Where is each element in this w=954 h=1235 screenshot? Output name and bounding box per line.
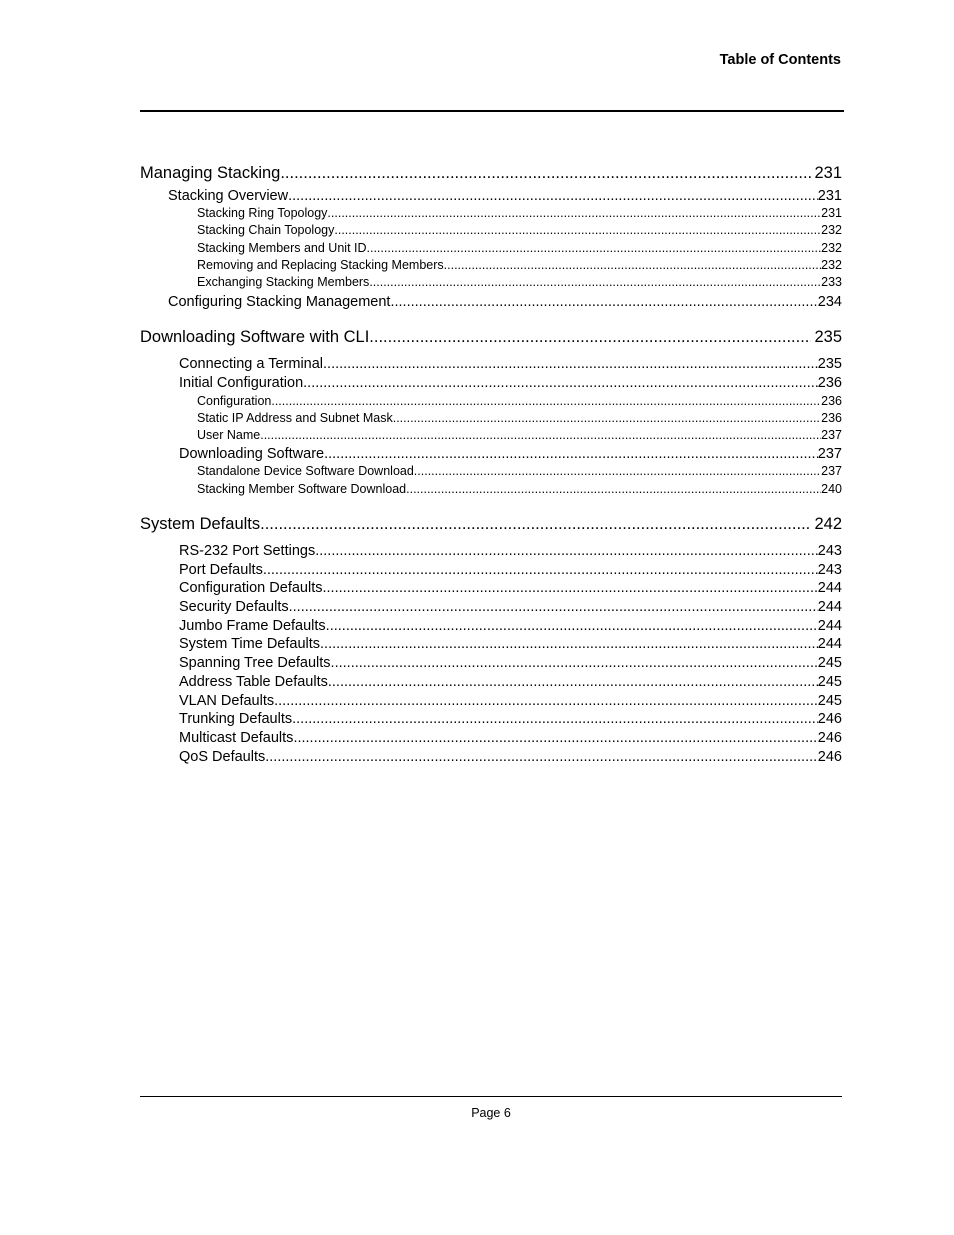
toc-entry-page: 235 (814, 328, 842, 347)
toc-entry-address-table-defaults[interactable] (140, 673, 842, 692)
toc-entry-page: 237 (821, 464, 842, 479)
toc-subentry-user-name[interactable] (140, 427, 842, 444)
toc-section-downloading-software-cli[interactable] (140, 324, 842, 351)
dot-leader (393, 410, 821, 427)
toc-entry-rs232-port-settings[interactable] (140, 542, 842, 561)
toc-entry-page: 236 (821, 411, 842, 426)
toc-subentry-stacking-chain-topology[interactable] (140, 222, 842, 239)
toc-entry-page: 245 (817, 692, 842, 709)
toc-entry-title: Stacking Chain Topology (197, 223, 335, 238)
toc-entry-configuration-defaults[interactable] (140, 579, 842, 598)
toc-entry-configuring-stacking-management[interactable] (140, 293, 842, 311)
dot-leader (263, 561, 818, 580)
table-of-contents (140, 160, 842, 766)
toc-entry-page: 246 (817, 748, 842, 765)
page-number: Page 6 (471, 1106, 511, 1120)
toc-entry-page: 231 (821, 206, 842, 220)
toc-entry-title: RS-232 Port Settings (179, 543, 316, 560)
toc-entry-page: 240 (821, 481, 842, 496)
toc-entry-title: Multicast Defaults (179, 729, 294, 746)
toc-entry-title: Connecting a Terminal (179, 356, 324, 373)
toc-entry-page: 244 (817, 636, 842, 653)
dot-leader (303, 374, 818, 393)
toc-entry-title: Downloading Software with CLI (140, 328, 370, 347)
toc-entry-title: Configuring Stacking Management (168, 294, 391, 311)
toc-entry-page: 236 (821, 393, 842, 408)
dot-leader (320, 635, 818, 654)
toc-section-managing-stacking[interactable] (140, 160, 842, 187)
toc-entry-page: 245 (817, 673, 842, 690)
toc-entry-port-defaults[interactable] (140, 561, 842, 580)
header-title: Table of Contents (719, 52, 841, 68)
toc-entry-page: 234 (817, 294, 842, 311)
toc-subentry-standalone-download[interactable] (140, 463, 842, 480)
toc-entry-title: Configuration (197, 393, 272, 408)
toc-entry-title: System Time Defaults (179, 636, 321, 653)
dot-leader (260, 427, 821, 444)
dot-leader (323, 355, 818, 374)
toc-subentry-static-ip-subnet[interactable] (140, 410, 842, 427)
toc-subentry-stacking-ring-topology[interactable] (140, 205, 842, 222)
dot-leader (390, 293, 817, 311)
toc-entry-page: 233 (821, 275, 842, 290)
toc-entry-title: Stacking Overview (168, 188, 289, 204)
toc-subentry-stacking-member-download[interactable] (140, 481, 842, 498)
header-divider (140, 110, 844, 112)
toc-entry-page: 246 (817, 711, 842, 728)
toc-entry-page: 231 (814, 164, 842, 182)
toc-entry-title: System Defaults (140, 515, 261, 534)
dot-leader (328, 673, 818, 692)
toc-entry-title: Downloading Software (179, 445, 325, 462)
toc-entry-title: Jumbo Frame Defaults (179, 617, 326, 634)
dot-leader (334, 222, 821, 239)
toc-entry-page: 244 (817, 617, 842, 634)
toc-entry-title: Initial Configuration (179, 375, 304, 392)
dot-leader (369, 324, 811, 351)
toc-entry-title: QoS Defaults (179, 748, 266, 765)
toc-entry-page: 237 (821, 428, 842, 443)
toc-entry-title: Removing and Replacing Stacking Members (197, 257, 444, 272)
toc-entry-title: Managing Stacking (140, 164, 281, 182)
toc-entry-page: 236 (817, 375, 842, 392)
dot-leader (288, 187, 818, 205)
toc-entry-initial-configuration[interactable] (140, 374, 842, 393)
toc-entry-multicast-defaults[interactable] (140, 729, 842, 748)
dot-leader (327, 205, 821, 222)
toc-entry-title: Stacking Members and Unit ID (197, 240, 367, 255)
toc-subentry-configuration[interactable] (140, 393, 842, 410)
dot-leader (315, 542, 818, 561)
toc-entry-qos-defaults[interactable] (140, 748, 842, 767)
toc-section-system-defaults[interactable] (140, 511, 842, 538)
dot-leader (289, 598, 818, 617)
toc-entry-title: Security Defaults (179, 599, 289, 616)
dot-leader (292, 710, 818, 729)
toc-entry-downloading-software[interactable] (140, 445, 842, 464)
toc-entry-title: Standalone Device Software Download (197, 464, 414, 479)
dot-leader (293, 729, 817, 748)
toc-entry-vlan-defaults[interactable] (140, 692, 842, 711)
toc-entry-page: 244 (817, 580, 842, 597)
dot-leader (406, 481, 821, 498)
dot-leader (265, 748, 818, 767)
dot-leader (444, 257, 821, 274)
toc-entry-connecting-terminal[interactable] (140, 355, 842, 374)
dot-leader (271, 393, 821, 410)
toc-entry-page: 237 (817, 445, 842, 462)
toc-entry-page: 231 (817, 188, 842, 204)
toc-entry-page: 232 (821, 223, 842, 238)
toc-entry-title: Stacking Ring Topology (197, 206, 328, 220)
dot-leader (274, 692, 818, 711)
toc-entry-page: 232 (821, 257, 842, 272)
dot-leader (260, 511, 811, 538)
toc-subentry-removing-replacing-members[interactable] (140, 257, 842, 274)
toc-entry-title: Exchanging Stacking Members (197, 275, 370, 290)
toc-entry-spanning-tree-defaults[interactable] (140, 654, 842, 673)
dot-leader (324, 445, 818, 464)
toc-entry-title: Spanning Tree Defaults (179, 655, 331, 672)
dot-leader (414, 463, 821, 480)
toc-entry-page: 242 (814, 515, 842, 534)
toc-entry-title: User Name (197, 428, 261, 443)
toc-entry-page: 235 (817, 356, 842, 373)
toc-entry-title: Port Defaults (179, 561, 263, 578)
toc-entry-title: Stacking Member Software Download (197, 481, 407, 496)
toc-subentry-stacking-members-unit-id[interactable] (140, 240, 842, 257)
toc-entry-page: 245 (817, 655, 842, 672)
dot-leader (369, 274, 821, 291)
dot-leader (331, 654, 818, 673)
toc-entry-title: Configuration Defaults (179, 580, 323, 597)
footer-divider (140, 1096, 842, 1097)
dot-leader (322, 579, 817, 598)
toc-entry-security-defaults[interactable] (140, 598, 842, 617)
toc-entry-trunking-defaults[interactable] (140, 710, 842, 729)
dot-leader (280, 160, 811, 187)
dot-leader (367, 240, 822, 257)
toc-entry-page: 232 (821, 240, 842, 255)
toc-entry-title: Address Table Defaults (179, 673, 328, 690)
toc-subentry-exchanging-members[interactable] (140, 274, 842, 291)
toc-entry-page: 243 (817, 561, 842, 578)
toc-entry-stacking-overview[interactable] (140, 187, 842, 205)
toc-entry-title: Static IP Address and Subnet Mask (197, 411, 393, 426)
toc-entry-jumbo-frame-defaults[interactable] (140, 617, 842, 636)
toc-entry-title: Trunking Defaults (179, 711, 293, 728)
toc-entry-page: 243 (817, 543, 842, 560)
toc-entry-page: 246 (817, 729, 842, 746)
dot-leader (326, 617, 818, 636)
toc-entry-title: VLAN Defaults (179, 692, 275, 709)
toc-entry-system-time-defaults[interactable] (140, 635, 842, 654)
toc-entry-page: 244 (817, 599, 842, 616)
